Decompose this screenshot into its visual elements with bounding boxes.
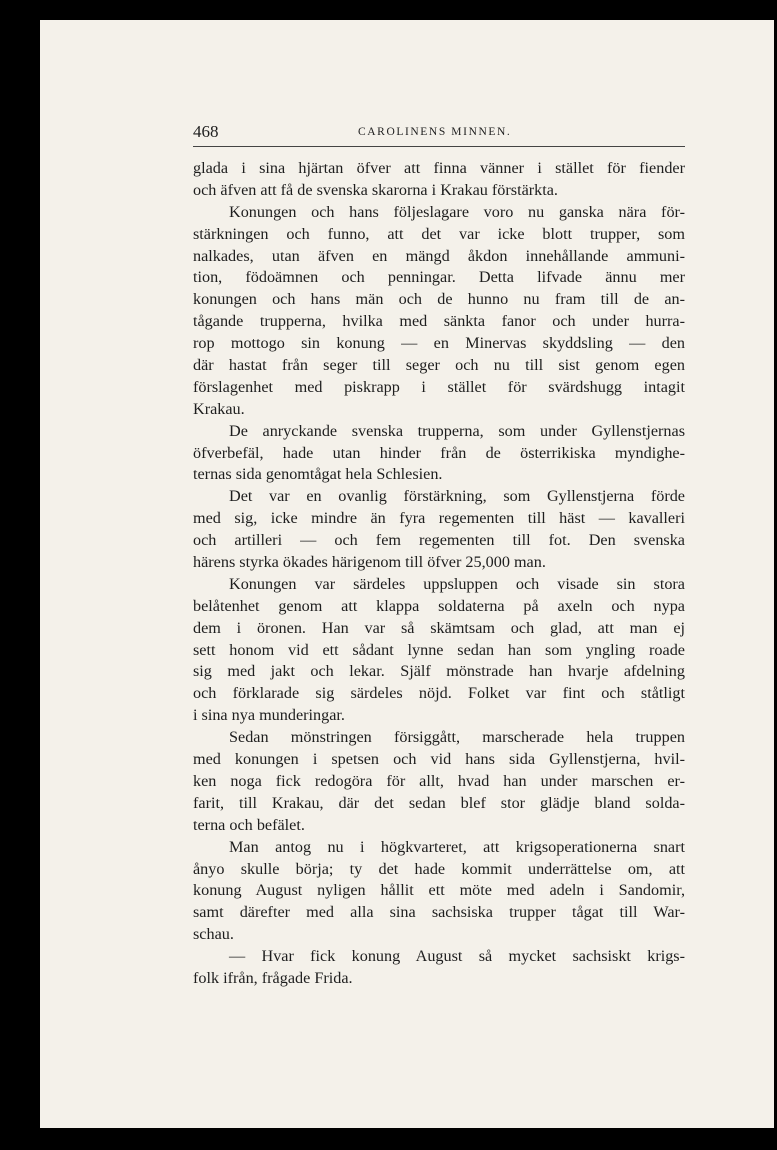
text-line: stärkningen och funno, att det var icke blott trupper, som xyxy=(193,224,685,243)
text-line: belåtenhet genom att klappa soldaterna på axeln och nypa xyxy=(193,596,685,615)
text-line: Det var en ovanlig förstärkning, som Gyllenstjerna förde xyxy=(229,487,685,506)
text-line: farit, till Krakau, där det sedan blef stor glädje bland solda- xyxy=(193,793,685,812)
text-line: Man antog nu i högkvarteret, att krigsoperationerna snart xyxy=(229,837,685,856)
text-line: folk ifrån, frågade Frida. xyxy=(193,968,353,987)
text-line: rop mottogo sin konung — en Minervas skyddsling — den xyxy=(193,334,685,353)
text-line: — Hvar fick konung August så mycket sachsiskt krigs- xyxy=(229,947,685,966)
text-line: ken noga fick redogöra för allt, hvad han under marschen er- xyxy=(193,771,685,790)
text-line: nalkades, utan äfven en mängd åkdon innehållande ammuni- xyxy=(193,246,685,265)
text-line: sett honom vid ett sådant lynne sedan han som yngling roade xyxy=(193,640,685,659)
text-line: konung August nyligen hållit ett möte med adeln i Sandomir, xyxy=(193,881,685,900)
page-number: 468 xyxy=(193,122,219,141)
text-line: Sedan mönstringen försiggått, marscherade hela truppen xyxy=(229,728,685,747)
text-line: tågande trupperna, hvilka med sänkta fanor och under hurra- xyxy=(193,312,685,331)
text-line: sig med jakt och lekar. Själf mönstrade han hvarje afdelning xyxy=(193,662,685,681)
text-line: ånyo skulle börja; ty det hade kommit underrättelse om, att xyxy=(193,859,685,878)
text-line: schau. xyxy=(193,925,234,944)
text-line: konungen och hans män och de hunno nu fram till de an- xyxy=(193,290,685,309)
text-line: terna och befälet. xyxy=(193,815,305,834)
page-header xyxy=(193,122,685,147)
text-line: med konungen i spetsen och vid hans sida Gyllenstjerna, hvil- xyxy=(193,750,685,769)
text-line: samt därefter med alla sina sachsiska trupper tågat till War- xyxy=(193,903,685,922)
text-line: Krakau. xyxy=(193,399,245,418)
text-line: ternas sida genomtågat hela Schlesien. xyxy=(193,465,443,484)
text-line: förslagenhet med piskrapp i stället för svärdshugg intagit xyxy=(193,377,685,396)
text-line: och förklarade sig särdeles nöjd. Folket var fint och ståtligt xyxy=(193,684,685,703)
text-line: De anryckande svenska trupperna, som under Gyllenstjernas xyxy=(229,421,685,440)
text-line: och artilleri — och fem regementen till fot. Den svenska xyxy=(193,531,685,550)
text-line: Konungen var särdeles uppsluppen och visade sin stora xyxy=(229,574,685,593)
body-text xyxy=(193,158,685,990)
text-line: med sig, icke mindre än fyra regementen till häst — kavalleri xyxy=(193,509,685,528)
running-title: CAROLINENS MINNEN. xyxy=(358,126,512,138)
text-line: tion, födoämnen och penningar. Detta lifvade ännu mer xyxy=(193,268,685,287)
text-line: Konungen och hans följeslagare voro nu ganska nära för- xyxy=(229,202,685,221)
text-line: och äfven att få de svenska skarorna i Krakau förstärkta. xyxy=(193,180,558,199)
text-line: härens styrka ökades härigenom till öfver 25,000 man. xyxy=(193,553,546,572)
text-line: glada i sina hjärtan öfver att finna vänner i stället för fiender xyxy=(193,159,685,177)
text-line: dem i öronen. Han var så skämtsam och glad, att man ej xyxy=(193,618,685,637)
text-line: i sina nya munderingar. xyxy=(193,706,345,725)
text-line: där hastat från seger till seger och nu till sist genom egen xyxy=(193,356,685,375)
text-line: öfverbefäl, hade utan hinder från de österrikiska myndighe- xyxy=(193,443,685,462)
